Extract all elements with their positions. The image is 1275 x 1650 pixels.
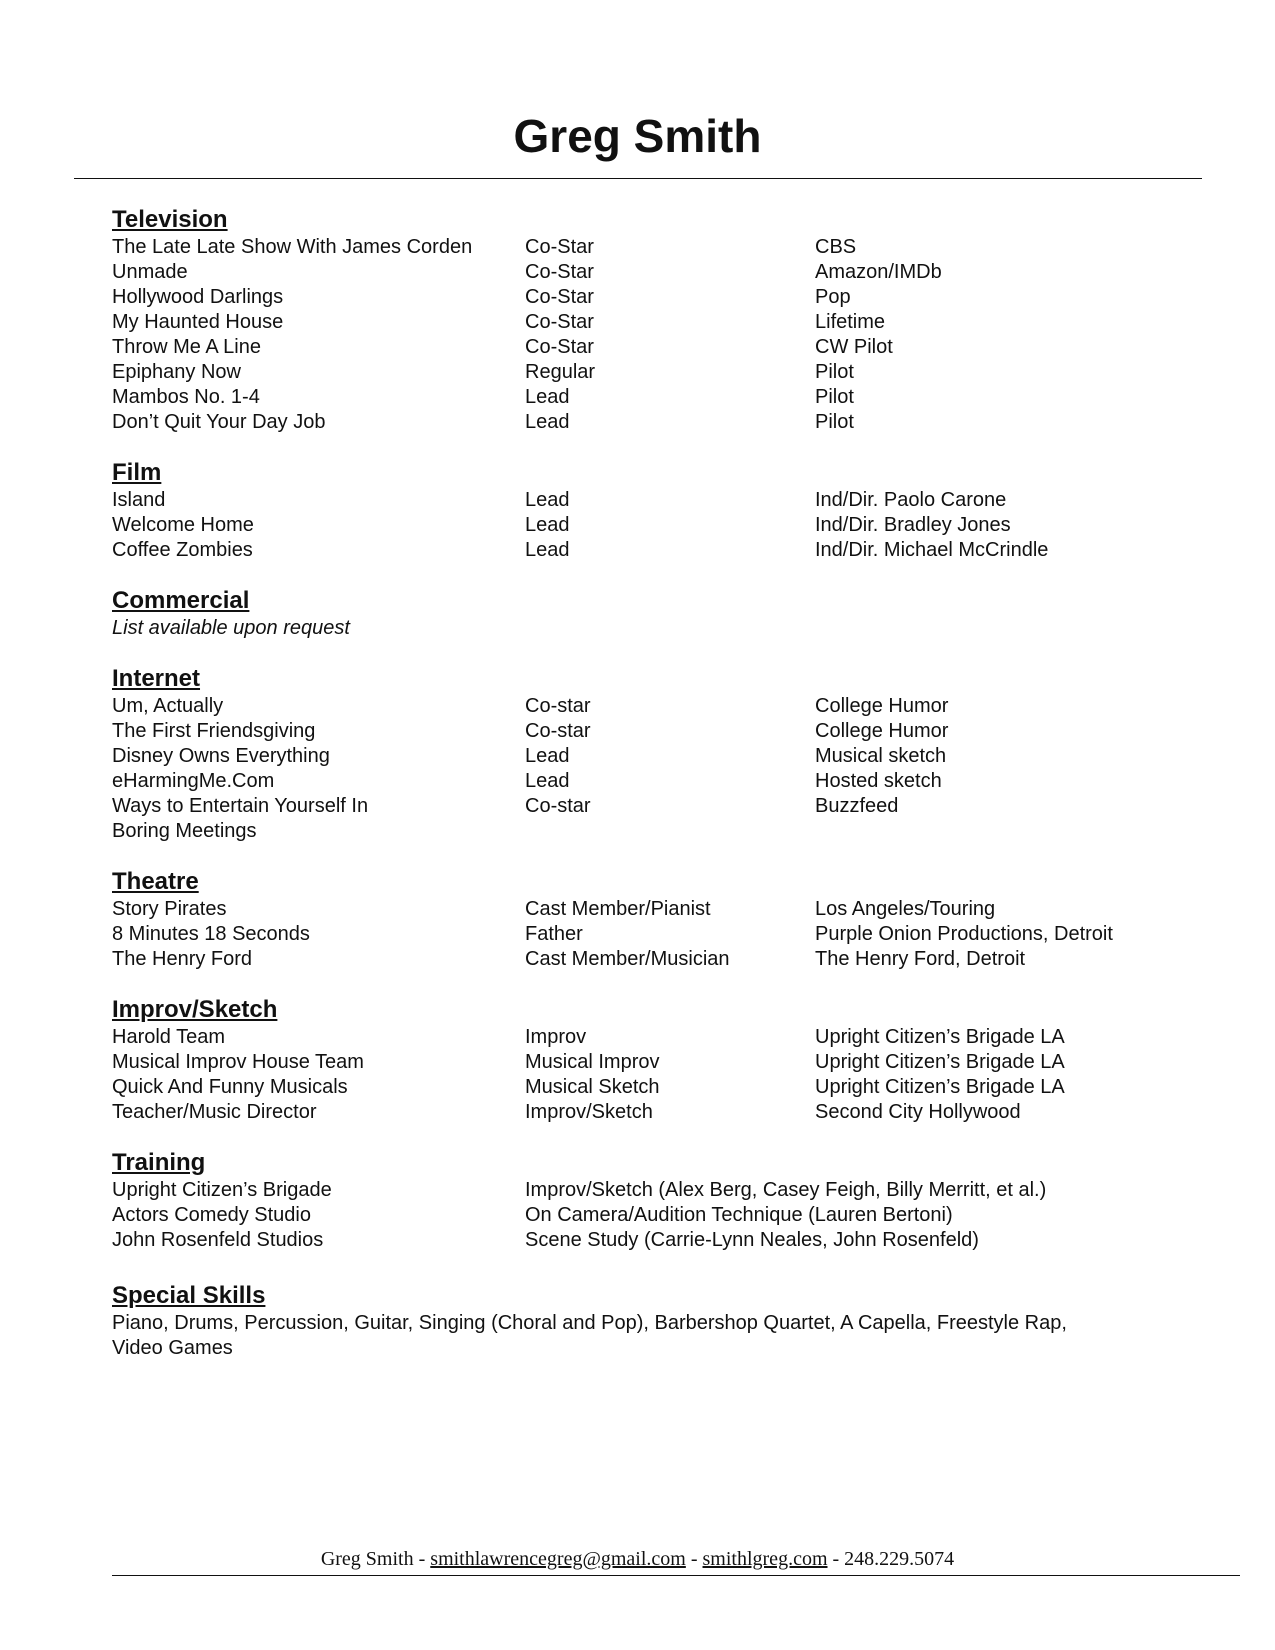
credit-title: Throw Me A Line <box>112 336 261 358</box>
credit-role: Father <box>525 923 583 945</box>
credit-role: Improv <box>525 1026 587 1048</box>
credit-title: Epiphany Now <box>112 361 241 383</box>
training-row <box>112 1228 1222 1253</box>
credit-row <box>112 488 1222 513</box>
credit-title: Ways to Entertain Yourself In <box>112 795 369 817</box>
section-heading: Improv/Sketch <box>112 996 278 1023</box>
credit-title: Quick And Funny Musicals <box>112 1076 348 1098</box>
section-heading: Training <box>112 1149 206 1176</box>
credit-title: eHarmingMe.Com <box>112 770 275 792</box>
section-heading: Commercial <box>112 587 250 614</box>
credit-role: Regular <box>525 361 596 383</box>
credit-role: Lead <box>525 489 570 511</box>
credit-role: Co-Star <box>525 261 594 283</box>
credit-company: Ind/Dir. Bradley Jones <box>815 514 1011 536</box>
credit-company: Ind/Dir. Michael McCrindle <box>815 539 1049 561</box>
theatre-section <box>112 867 1222 972</box>
credit-role: Co-Star <box>525 236 594 258</box>
credit-row <box>112 310 1222 335</box>
training-course: Scene Study (Carrie-Lynn Neales, John Rosenfeld) <box>525 1229 979 1251</box>
credit-title: Um, Actually <box>112 695 224 717</box>
section-heading: Theatre <box>112 868 199 895</box>
credit-title: My Haunted House <box>112 311 284 333</box>
section-heading: Film <box>112 459 162 486</box>
credit-row <box>112 897 1222 922</box>
credit-row <box>112 744 1222 769</box>
credit-company: Ind/Dir. Paolo Carone <box>815 489 1007 511</box>
credit-row <box>112 1050 1222 1075</box>
credit-company: Buzzfeed <box>815 795 899 817</box>
credit-title: Unmade <box>112 261 188 283</box>
footer-separator: - <box>685 1548 703 1570</box>
credit-role: Musical Improv <box>525 1051 660 1073</box>
training-school: Actors Comedy Studio <box>112 1204 311 1226</box>
film-section <box>112 458 1222 563</box>
credit-row <box>112 719 1222 744</box>
credit-role: Cast Member/Musician <box>525 948 730 970</box>
page-title: Greg Smith <box>513 110 762 162</box>
credit-role: Cast Member/Pianist <box>525 898 711 920</box>
credit-title: Welcome Home <box>112 514 254 536</box>
credit-row <box>112 819 1222 844</box>
credit-role: Lead <box>525 539 570 561</box>
training-school: Upright Citizen’s Brigade <box>112 1179 332 1201</box>
credit-title: Teacher/Music Director <box>112 1101 317 1123</box>
credit-row <box>112 285 1222 310</box>
credit-company: CBS <box>815 236 857 258</box>
training-school: John Rosenfeld Studios <box>112 1229 324 1251</box>
credit-role: Musical Sketch <box>525 1076 660 1098</box>
credit-title: The First Friendsgiving <box>112 720 316 742</box>
credit-row <box>112 947 1222 972</box>
improv-section <box>112 995 1222 1125</box>
credit-title: Harold Team <box>112 1026 226 1048</box>
credit-row <box>112 794 1222 819</box>
training-section <box>112 1148 1222 1253</box>
credit-role: Lead <box>525 386 570 408</box>
credit-company: College Humor <box>815 695 949 717</box>
credit-title: Don’t Quit Your Day Job <box>112 411 326 433</box>
footer-phone: 248.229.5074 <box>844 1548 955 1570</box>
credit-row <box>112 513 1222 538</box>
training-course: On Camera/Audition Technique (Lauren Bertoni) <box>525 1204 953 1226</box>
credit-row <box>112 360 1222 385</box>
credit-company: Los Angeles/Touring <box>815 898 996 920</box>
credit-row <box>112 410 1222 435</box>
credit-role: Co-star <box>525 795 591 817</box>
television-section <box>112 205 1222 435</box>
credit-row <box>112 260 1222 285</box>
credit-role: Improv/Sketch <box>525 1101 653 1123</box>
commercial-note: List available upon request <box>112 617 350 639</box>
credit-title: Mambos No. 1-4 <box>112 386 260 408</box>
footer-divider <box>112 1575 1240 1576</box>
footer-name: Greg Smith <box>320 1548 414 1570</box>
credit-row <box>112 1075 1222 1100</box>
credit-role: Co-Star <box>525 311 594 333</box>
special-skills-section <box>112 1281 1222 1361</box>
credit-title: The Late Late Show With James Corden <box>112 236 473 258</box>
credit-row <box>112 769 1222 794</box>
credit-role: Lead <box>525 411 570 433</box>
training-row <box>112 1203 1222 1228</box>
credit-company: The Henry Ford, Detroit <box>815 948 1026 970</box>
credit-role: Co-Star <box>525 336 594 358</box>
internet-section <box>112 664 1222 844</box>
credit-company: Second City Hollywood <box>815 1101 1021 1123</box>
credit-role: Lead <box>525 745 570 767</box>
credit-company: Upright Citizen’s Brigade LA <box>815 1076 1065 1098</box>
credit-company: Lifetime <box>815 311 886 333</box>
credit-title: Coffee Zombies <box>112 539 253 561</box>
credit-company: Upright Citizen’s Brigade LA <box>815 1051 1065 1073</box>
credit-row <box>112 385 1222 410</box>
credit-title: The Henry Ford <box>112 948 253 970</box>
credit-company: Pilot <box>815 361 854 383</box>
credit-company: College Humor <box>815 720 949 742</box>
credit-title: Boring Meetings <box>112 820 257 842</box>
credit-row <box>112 1100 1222 1125</box>
credit-title: Disney Owns Everything <box>112 745 330 767</box>
credit-role: Co-star <box>525 695 591 717</box>
credit-row <box>112 538 1222 563</box>
credit-role: Co-Star <box>525 286 594 308</box>
credit-company: Pilot <box>815 411 854 433</box>
credit-title: Island <box>112 489 166 511</box>
section-heading: Special Skills <box>112 1282 266 1309</box>
skills-text: Piano, Drums, Percussion, Guitar, Singing (Choral and Pop), Barbershop Quartet, A Capella, Freestyle Rap, Video Games <box>112 1312 1067 1359</box>
footer-contact <box>0 1547 1275 1571</box>
credit-row <box>112 235 1222 260</box>
credit-company: Pop <box>815 286 851 308</box>
credit-title: Hollywood Darlings <box>112 286 284 308</box>
training-course: Improv/Sketch (Alex Berg, Casey Feigh, Billy Merritt, et al.) <box>525 1179 1047 1201</box>
credit-company: Upright Citizen’s Brigade LA <box>815 1026 1065 1048</box>
credit-row <box>112 694 1222 719</box>
credit-row <box>112 1025 1222 1050</box>
credit-row <box>112 922 1222 947</box>
commercial-section <box>112 586 1222 641</box>
credit-company: Hosted sketch <box>815 770 942 792</box>
credit-title: Story Pirates <box>112 898 227 920</box>
title-divider <box>74 178 1202 179</box>
website-link[interactable]: smithlgreg.com <box>702 1548 828 1570</box>
credit-company: CW Pilot <box>815 336 893 358</box>
section-heading: Internet <box>112 665 201 692</box>
resume-body <box>112 205 1222 1384</box>
credit-role <box>525 819 815 844</box>
credit-role: Lead <box>525 770 570 792</box>
credit-company: Purple Onion Productions, Detroit <box>815 923 1113 945</box>
credit-title: 8 Minutes 18 Seconds <box>112 923 310 945</box>
credit-role: Co-star <box>525 720 591 742</box>
email-link[interactable]: smithlawrencegreg@gmail.com <box>430 1548 686 1570</box>
credit-role: Lead <box>525 514 570 536</box>
footer-separator: - <box>413 1548 431 1570</box>
credit-company: Musical sketch <box>815 745 947 767</box>
credit-company <box>815 819 1222 844</box>
credit-company: Pilot <box>815 386 854 408</box>
credit-title: Musical Improv House Team <box>112 1051 364 1073</box>
credit-row <box>112 335 1222 360</box>
footer-separator: - <box>827 1548 845 1570</box>
section-heading: Television <box>112 206 228 233</box>
credit-company: Amazon/IMDb <box>815 261 942 283</box>
training-row <box>112 1178 1222 1203</box>
